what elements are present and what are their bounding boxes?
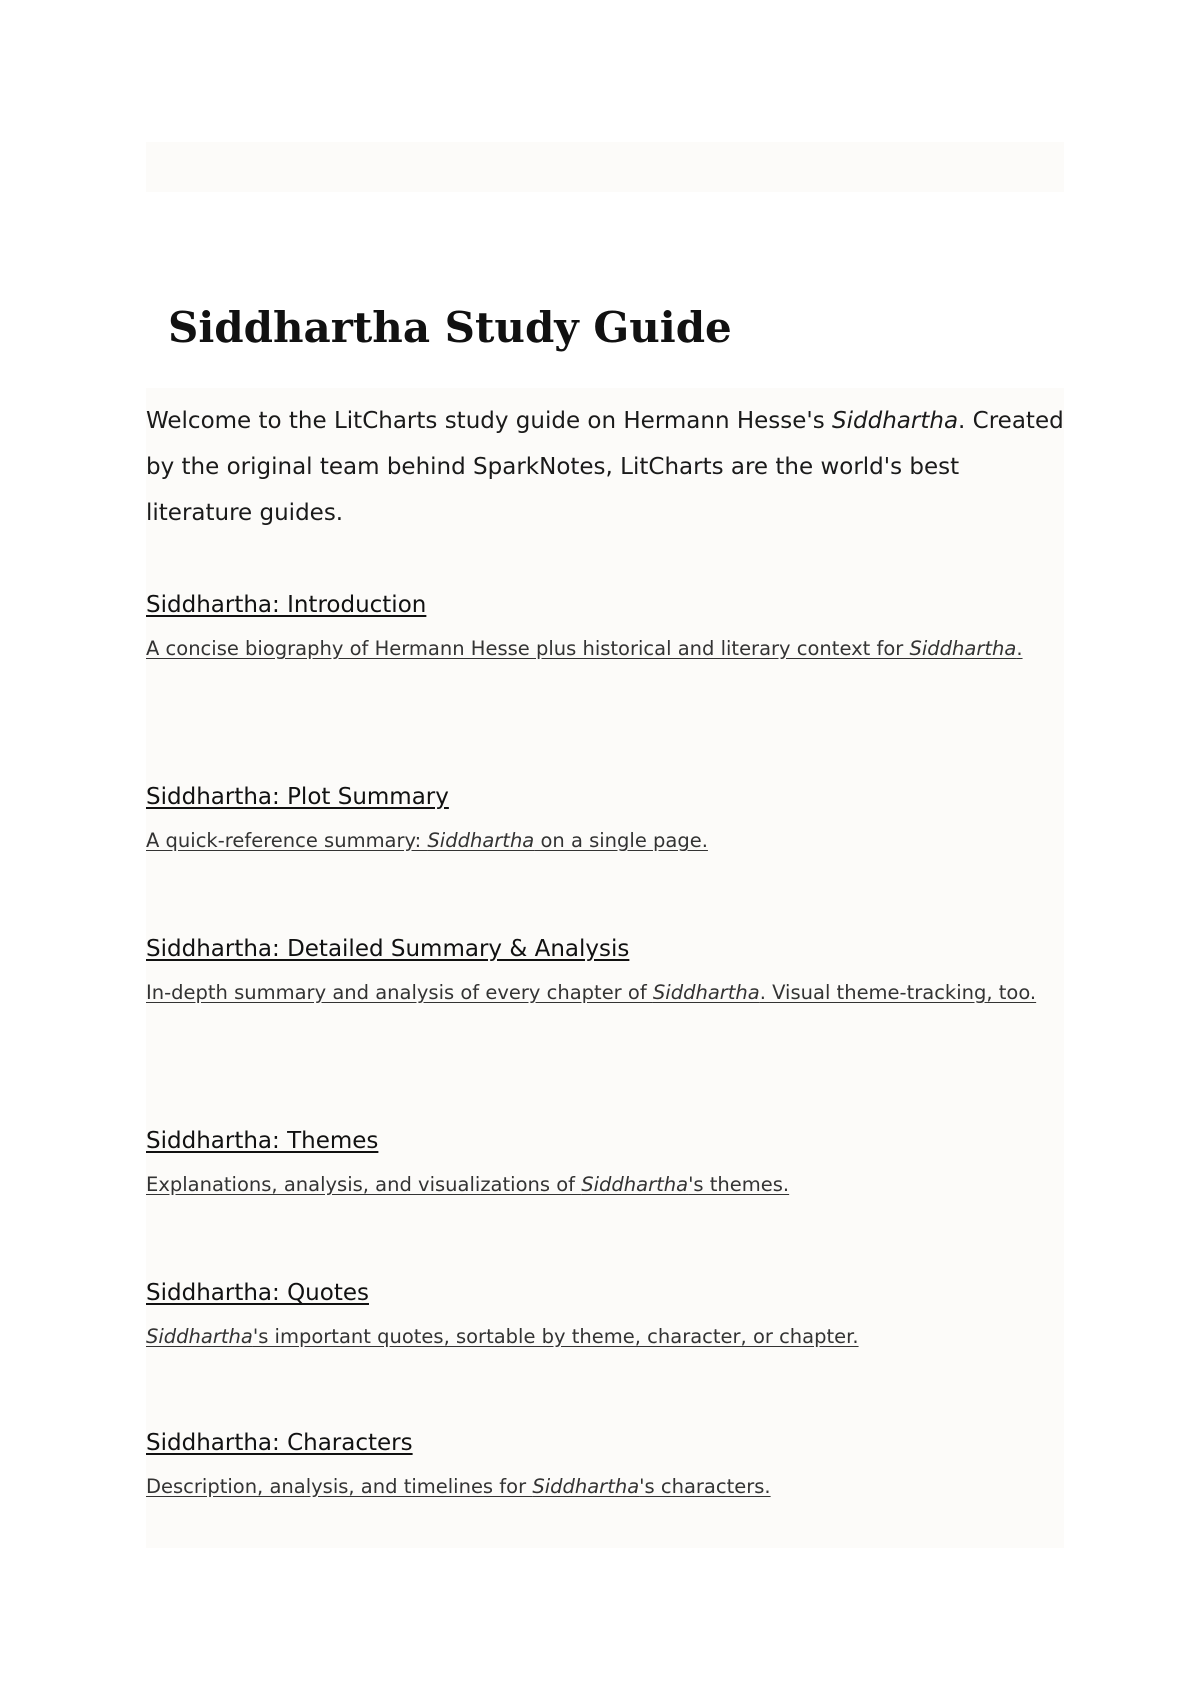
desc-text: In-depth summary and analysis of every chapter of xyxy=(146,981,653,1004)
desc-text: A quick-reference summary: xyxy=(146,829,428,852)
quotes-link[interactable]: Siddhartha: Quotes xyxy=(146,1280,369,1306)
characters-link[interactable]: Siddhartha: Characters xyxy=(146,1430,413,1456)
desc-book-title: Siddhartha xyxy=(427,829,535,852)
section-introduction xyxy=(146,588,1064,670)
section-detailed-summary xyxy=(146,932,1064,1014)
plot-summary-description-link[interactable] xyxy=(146,820,1064,862)
intro-text-before: Welcome to the LitCharts study guide on Hermann Hesse's xyxy=(146,408,833,434)
intro-text-after: . Created by the original team behind SparkNotes, LitCharts are the world's best literature guides. xyxy=(146,408,1064,526)
desc-book-title: Siddhartha xyxy=(146,1325,253,1348)
desc-book-title: Siddhartha xyxy=(581,1173,689,1196)
desc-text: 's characters. xyxy=(639,1475,771,1498)
section-plot-summary xyxy=(146,780,1064,862)
desc-book-title: Siddhartha xyxy=(532,1475,640,1498)
header-band xyxy=(146,142,1064,192)
introduction-link[interactable]: Siddhartha: Introduction xyxy=(146,592,427,618)
plot-summary-link[interactable]: Siddhartha: Plot Summary xyxy=(146,784,449,810)
desc-book-title: Siddhartha xyxy=(909,637,1017,660)
themes-link[interactable]: Siddhartha: Themes xyxy=(146,1128,379,1154)
desc-text: . Visual theme-tracking, too. xyxy=(759,981,1037,1004)
desc-text: 's themes. xyxy=(688,1173,790,1196)
desc-text: on a single page. xyxy=(534,829,708,852)
section-characters xyxy=(146,1426,1064,1508)
section-quotes xyxy=(146,1276,1064,1358)
section-themes xyxy=(146,1124,1064,1206)
characters-description-link[interactable] xyxy=(146,1466,1064,1508)
desc-text: Description, analysis, and timelines for xyxy=(146,1475,533,1498)
intro-book-title: Siddhartha xyxy=(832,408,959,434)
detailed-summary-description-link[interactable] xyxy=(146,972,1064,1014)
page-title: Siddhartha Study Guide xyxy=(168,303,732,352)
desc-text: Explanations, analysis, and visualizations of xyxy=(146,1173,582,1196)
themes-description-link[interactable] xyxy=(146,1164,1064,1206)
desc-book-title: Siddhartha xyxy=(652,981,760,1004)
detailed-summary-link[interactable]: Siddhartha: Detailed Summary & Analysis xyxy=(146,936,630,962)
introduction-description-link[interactable] xyxy=(146,628,1064,670)
quotes-description-link[interactable] xyxy=(146,1316,1064,1358)
desc-text: . xyxy=(1016,637,1023,660)
desc-text: A concise biography of Hermann Hesse plus historical and literary context for xyxy=(146,637,910,660)
desc-text: 's important quotes, sortable by theme, character, or chapter. xyxy=(252,1325,859,1348)
intro-paragraph xyxy=(146,398,1064,536)
